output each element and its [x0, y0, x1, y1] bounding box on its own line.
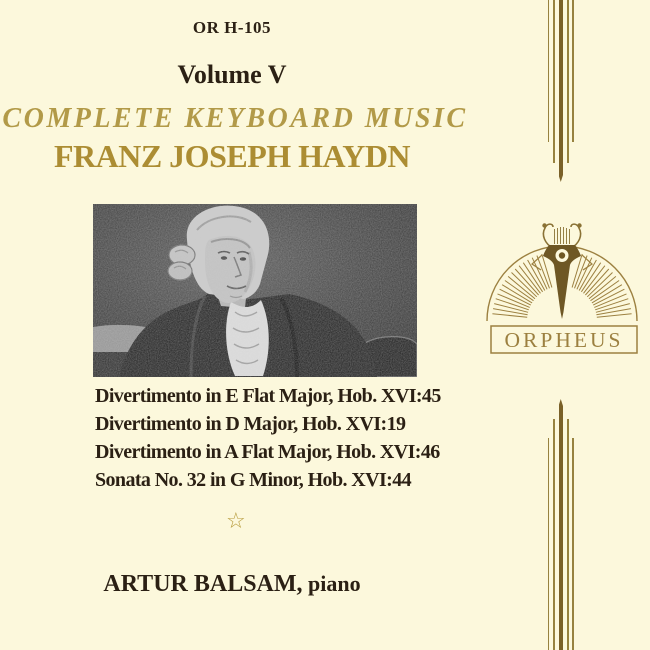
track-item: Sonata No. 32 in G Minor, Hob. XVI:44 [95, 469, 411, 491]
deco-line [559, 0, 564, 182]
lyre-icon [532, 223, 592, 319]
artist-name: ARTUR BALSAM, [103, 571, 303, 597]
composer-name: FRANZ JOSEPH HAYDN [53, 138, 411, 174]
track-item: Divertimento in A Flat Major, Hob. XVI:46 [95, 441, 440, 463]
orpheus-logo [478, 218, 648, 358]
star-icon: ☆ [226, 509, 246, 534]
deco-line [559, 399, 564, 650]
deco-line [567, 419, 569, 650]
deco-line [572, 0, 574, 142]
track-item: Divertimento in E Flat Major, Hob. XVI:45 [95, 385, 441, 407]
catalog-number: OR H-105 [192, 18, 272, 37]
deco-line [548, 0, 550, 142]
series-title: COMPLETE KEYBOARD MUSIC [2, 103, 468, 134]
deco-line [553, 0, 555, 163]
artist-instrument: piano [302, 571, 361, 596]
haydn-portrait [93, 204, 417, 377]
deco-line [553, 419, 555, 650]
deco-line [572, 438, 574, 650]
track-list [95, 382, 441, 494]
deco-line [567, 0, 569, 163]
track-item: Divertimento in D Major, Hob. XVI:19 [95, 413, 406, 435]
volume-label: Volume V [177, 60, 287, 89]
deco-line [548, 438, 550, 650]
orpheus-wordmark: ORPHEUS [504, 328, 624, 352]
artist-credit [0, 571, 464, 598]
